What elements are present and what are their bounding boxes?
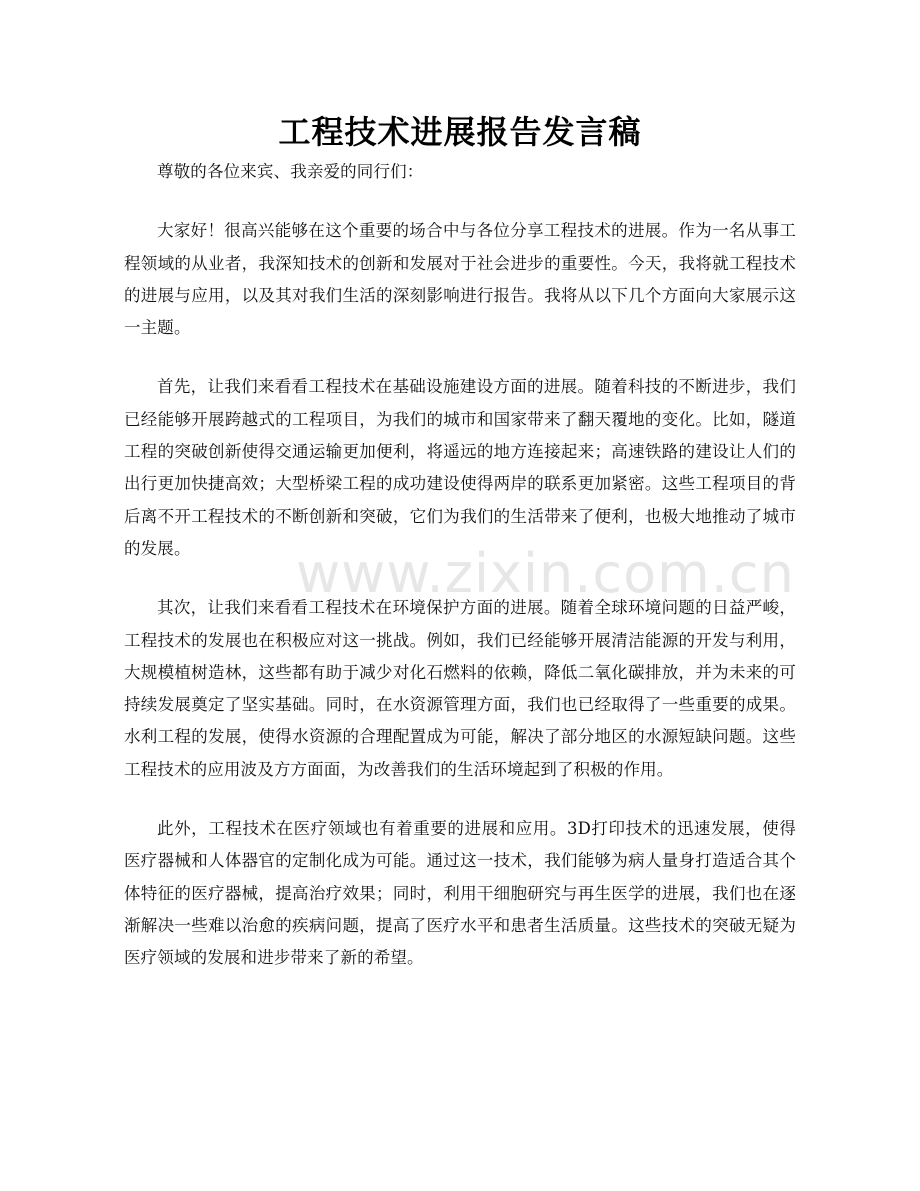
watermark: www.zixin.com.cn	[296, 542, 795, 605]
environment-paragraph: 其次，让我们来看看工程技术在环境保护方面的进展。随着全球环境问题的日益严峻，工程技术的发展也在积极应对这一挑战。例如，我们已经能够开展清洁能源的开发与利用，大规模植树造林，这些都有助于减少对化石燃料的依赖，降低二氧化碳排放，并为未来的可持续发展奠定了坚实基础。同时，在水资源管理方面，我们也已经取得了一些重要的成果。水利工程的发展，使得水资源的合理配置成为可能，解决了部分地区的水源短缺问题。这些工程技术的应用波及方方面面，为改善我们的生活环境起到了积极的作用。	[124, 598, 796, 779]
document-body	[124, 156, 796, 1002]
infrastructure-paragraph: 首先，让我们来看看工程技术在基础设施建设方面的进展。随着科技的不断进步，我们已经能够开展跨越式的工程项目，为我们的城市和国家带来了翻天覆地的变化。比如，隧道工程的突破创新使得交通运输更加便利，将遥远的地方连接起来；高速铁路的建设让人们的出行更加快捷高效；大型桥梁工程的成功建设使得两岸的联系更加紧密。这些工程项目的背后离不开工程技术的不断创新和突破，它们为我们的生活带来了便利，也极大地推动了城市的发展。	[124, 377, 796, 558]
greeting-paragraph: 尊敬的各位来宾、我亲爱的同行们：	[157, 162, 424, 181]
page-title: 工程技术进展报告发言稿	[278, 113, 642, 151]
medical-paragraph: 此外，工程技术在医疗领域也有着重要的进展和应用。3D打印技术的迅速发展，使得医疗器械和人体器官的定制化成为可能。通过这一技术，我们能够为病人量身打造适合其个体特征的医疗器械，提高治疗效果；同时，利用干细胞研究与再生医学的进展，我们也在逐渐解决一些难以治愈的疾病问题，提高了医疗水平和患者生活质量。这些技术的突破无疑为医疗领域的发展和进步带来了新的希望。	[124, 819, 796, 968]
intro-paragraph: 大家好！很高兴能够在这个重要的场合中与各位分享工程技术的进展。作为一名从事工程领域的从业者，我深知技术的创新和发展对于社会进步的重要性。今天，我将就工程技术的进展与应用，以及其对我们生活的深刻影响进行报告。我将从以下几个方面向大家展示这一主题。	[124, 221, 796, 338]
